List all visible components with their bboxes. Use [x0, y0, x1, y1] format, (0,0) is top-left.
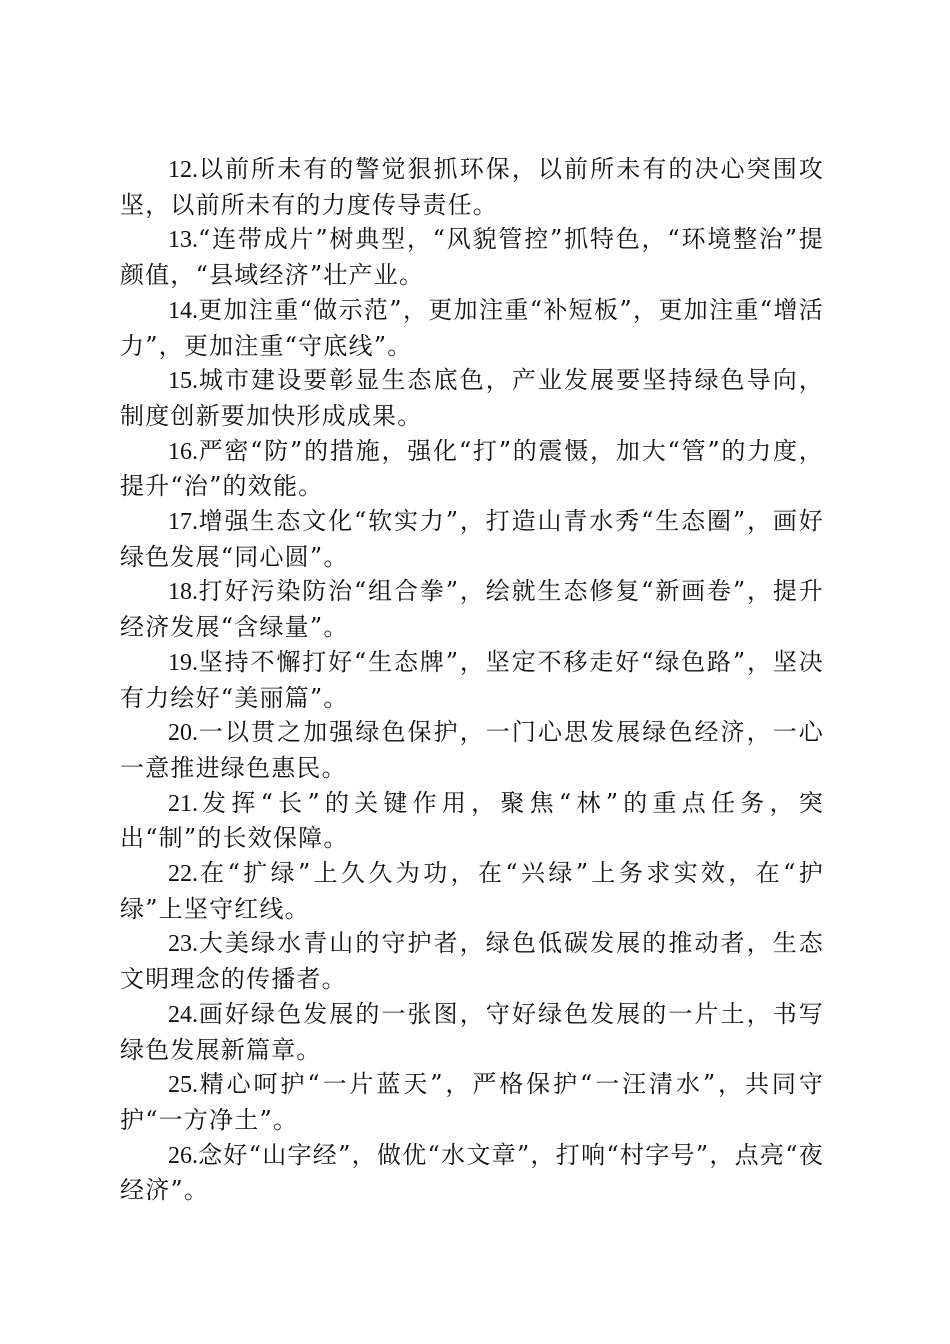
item-text: 打好污染防治“组合拳”，绘就生态修复“新画卷”，提升经济发展“含绿量”。: [120, 577, 824, 642]
list-item: [120, 926, 824, 996]
item-number: 21.: [168, 790, 198, 817]
item-number: 13.: [168, 227, 198, 254]
item-text: 以前所未有的警觉狠抓环保，以前所未有的决心突围攻坚，以前所未有的力度传导责任。: [120, 155, 824, 219]
item-text: 增强生态文化“软实力”，打造山青水秀“生态圈”，画好绿色发展“同心圆”。: [120, 507, 824, 571]
item-number: 17.: [168, 509, 198, 536]
item-text: “连带成片”树典型，“风貌管控”抓特色，“环境整治”提颜值，“县域经济”壮产业。: [120, 225, 824, 290]
list-item: [120, 574, 824, 644]
item-number: 24.: [168, 1001, 198, 1028]
item-text: 坚持不懈打好“生态牌”，坚定不移走好“绿色路”，坚决有力绘好“美丽篇”。: [120, 647, 824, 712]
item-text: 城市建设要彰显生态底色，产业发展要坚持绿色导向，制度创新要加快形成成果。: [120, 366, 824, 430]
item-number: 19.: [168, 649, 198, 676]
list-item: [120, 222, 824, 292]
item-text: 严密“防”的措施，强化“打”的震慑，加大“管”的力度，提升“治”的效能。: [120, 436, 824, 501]
list-item: [120, 997, 824, 1067]
item-number: 14.: [168, 297, 198, 324]
list-item: [120, 786, 824, 856]
list-item: [120, 856, 824, 926]
item-text: 更加注重“做示范”，更加注重“补短板”，更加注重“增活力”，更加注重“守底线”。: [120, 295, 824, 360]
item-number: 26.: [168, 1142, 198, 1169]
item-text: 精心呵护“一片蓝天”，严格保护“一汪清水”，共同守护“一方净土”。: [120, 1070, 824, 1134]
list-item: [120, 1138, 824, 1208]
list-item: [120, 504, 824, 574]
item-number: 16.: [168, 438, 198, 465]
item-number: 23.: [168, 931, 198, 958]
list-item: [120, 152, 824, 222]
list-item: [120, 363, 824, 433]
item-text: 念好“山字经”，做优“水文章”，打响“村字号”，点亮“夜经济”。: [120, 1140, 824, 1205]
item-number: 12.: [168, 157, 198, 183]
item-text: 一以贯之加强绿色保护，一门心思发展绿色经济，一心一意推进绿色惠民。: [120, 718, 824, 782]
list-item: [120, 434, 824, 504]
item-text: 大美绿水青山的守护者，绿色低碳发展的推动者，生态文明理念的传播者。: [120, 929, 824, 994]
document-body: [120, 152, 824, 1208]
list-item: [120, 1067, 824, 1137]
item-number: 22.: [168, 861, 198, 888]
item-text: 在“扩绿”上久久为功，在“兴绿”上务求实效，在“护绿”上坚守红线。: [120, 859, 824, 923]
list-item: [120, 645, 824, 715]
list-item: [120, 715, 824, 785]
item-text: 画好绿色发展的一张图，守好绿色发展的一片土，书写绿色发展新篇章。: [120, 999, 824, 1064]
item-text: 发挥“长”的关键作用，聚焦“林”的重点任务，突出“制”的长效保障。: [120, 788, 824, 853]
item-number: 25.: [168, 1072, 198, 1099]
item-number: 20.: [168, 720, 198, 747]
item-number: 15.: [168, 368, 198, 395]
list-item: [120, 293, 824, 363]
item-number: 18.: [168, 579, 198, 606]
